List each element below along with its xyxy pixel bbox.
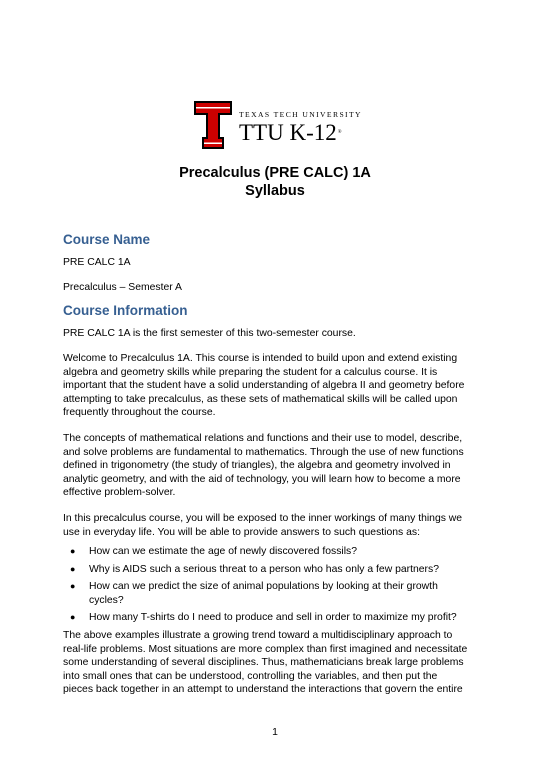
course-info-paragraph-1: PRE CALC 1A is the first semester of this two-semester course. [63, 328, 356, 339]
bullet-icon: ● [70, 546, 76, 556]
course-info-paragraph-4: In this precalculus course, you will be exposed to the inner workings of many things we use in everyday life. You will be able to provide answers to such questions as: [63, 513, 463, 538]
ttu-k12-logo [193, 100, 363, 150]
course-info-paragraph-2: Welcome to Precalculus 1A. This course is intended to build upon and extend existing algebra and geometry skills while preparing the student for a calculus course. It is important that the student have a solid understanding of algebra II and geometry before attempting to take precalculus, as these sets of mathematical skills will be called upon frequently throughout the course. [63, 353, 465, 419]
example-questions-list [63, 545, 493, 629]
list-item: ● Why is AIDS such a serious threat to a person who has only a few partners? [70, 563, 439, 575]
logo-university-text: TEXAS TECH UNIVERSITY [239, 110, 362, 119]
course-info-paragraph-5: The above examples illustrate a growing trend toward a multidisciplinary approach to real-life problems. Most situations are more complex than first imagined and necessitate some understanding of several disciplines. Thus, mathematicians break large problems into small ones that can be understood, controlling the variables, and then put the pieces back together in an attempt to understand the interactions that govern the entire [63, 630, 468, 696]
bullet-icon: ● [70, 563, 76, 574]
list-item: ● How can we estimate the age of newly discovered fossils? [70, 546, 357, 557]
double-t-logo-icon [193, 100, 233, 150]
document-subtitle: Syllabus [245, 183, 305, 199]
course-name-heading: Course Name [63, 232, 151, 247]
list-item: ● How can we predict the size of animal populations by looking at their growth cycles? [70, 581, 438, 606]
logo-program-text: TTU K-12® [239, 120, 342, 145]
course-full-name: Precalculus – Semester A [63, 282, 182, 293]
course-code: PRE CALC 1A [63, 257, 131, 268]
page-number: 1 [272, 727, 278, 738]
list-item: ● How many T-shirts do I need to produce and sell in order to maximize my profit? [70, 612, 457, 624]
bullet-icon: ● [70, 581, 76, 592]
course-information-heading: Course Information [63, 303, 188, 318]
document-title: Precalculus (PRE CALC) 1A [179, 165, 371, 181]
course-info-paragraph-3: The concepts of mathematical relations and functions and their use to model, describe, and solve problems are fundamental to mathematics. Through the use of new functions defined in trigonometry (the study of triangles), the algebra and geometry involved in analytic geometry, and with the aid of technology, you will learn how to become a more effective problem-solver. [63, 433, 464, 499]
bullet-icon: ● [70, 612, 76, 623]
